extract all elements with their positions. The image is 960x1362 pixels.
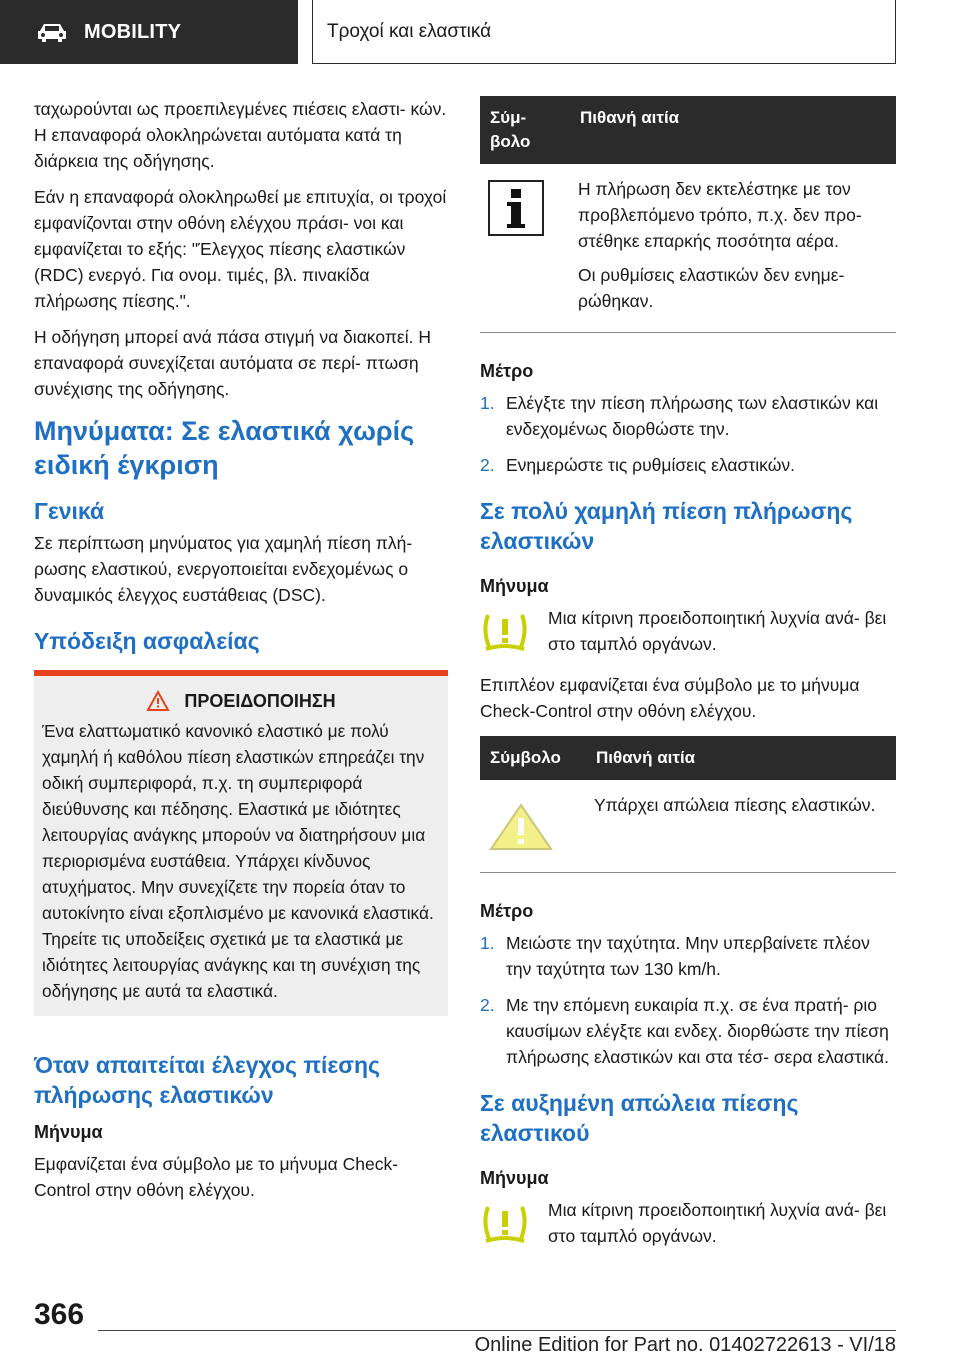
heading-message: Μήνυμα: [480, 1168, 549, 1188]
left-column: [34, 96, 448, 1213]
page-header: [0, 0, 960, 66]
warning-triangle-icon: [146, 690, 170, 712]
column-header: Σύμ- βολο: [480, 96, 570, 164]
section-tab: [0, 0, 298, 64]
page-number: 366: [34, 1298, 85, 1331]
heading-increased-loss: Σε αυξημένη απώλεια πίεσης ελαστικού: [480, 1090, 799, 1146]
yellow-warning-triangle-icon: [488, 802, 554, 852]
warning-title: ΠΡΟΕΙΔΟΠΟΙΗΣΗ: [184, 690, 336, 711]
measure-list-1: [480, 390, 896, 478]
edition-text: Online Edition for Part no. 01402722613 - VI/18: [474, 1334, 896, 1356]
heading-check: Όταν απαιτείται έλεγχος πίεσης πλήρωσης ελαστικών: [34, 1052, 381, 1108]
heading-low-pressure: Σε πολύ χαμηλή πίεση πλήρωσης ελαστικών: [480, 498, 853, 554]
heading-measure: Μέτρο: [480, 361, 534, 381]
column-header: Πιθανή αιτία: [570, 96, 896, 164]
cause-text: Οι ρυθμίσεις ελαστικών δεν ενημε- ρώθηκαν.: [578, 265, 845, 311]
list-item: 1. Μειώστε την ταχύτητα. Μην υπερβαίνετε πλέον την ταχύτητα των 130 km/h.: [480, 933, 870, 979]
symbol-cell: [480, 164, 570, 333]
chapter-title: Τροχοί και ελαστικά: [327, 20, 492, 42]
message-text: Μια κίτρινη προειδοποιητική λυχνία ανά- βει στο ταμπλό οργάνων.: [548, 608, 887, 654]
column-header: Σύμβολο: [480, 736, 586, 780]
heading-message: Μήνυμα: [34, 1122, 103, 1142]
symbol-cell: [480, 780, 586, 873]
tire-pressure-warning-icon: [480, 1201, 530, 1245]
symbol-table-2: [480, 736, 896, 873]
cause-cell: [586, 780, 896, 873]
table-header-row: [480, 96, 896, 164]
table-row: [480, 164, 896, 333]
paragraph: ταχωρούνται ως προεπιλεγμένες πιέσεις ελαστι- κών. Η επαναφορά ολοκληρώνεται αυτόματα κατά τη διάρκεια της οδήγησης.: [34, 99, 447, 171]
warning-box: [34, 670, 448, 1016]
car-icon: [36, 21, 68, 43]
message-text: Μια κίτρινη προειδοποιητική λυχνία ανά- βει στο ταμπλό οργάνων.: [548, 1200, 887, 1246]
heading-messages: Μηνύματα: Σε ελαστικά χωρίς ειδική έγκριση: [34, 416, 415, 480]
symbol-table-1: [480, 96, 896, 333]
measure-list-2: [480, 930, 896, 1070]
warning-header: [42, 690, 440, 712]
list-item: 2. Ενημερώστε τις ρυθμίσεις ελαστικών.: [480, 455, 795, 475]
paragraph: Η οδήγηση μπορεί ανά πάσα στιγμή να διακοπεί. Η επαναφορά συνεχίζεται αυτόματα σε περί- πτωση συνέχισης της οδήγησης.: [34, 327, 431, 399]
list-item: 2. Με την επόμενη ευκαιρία π.χ. σε ένα πρατή- ριο καυσίμων ελέγξτε και ενδεχ. διορθώστε την πίεση πλήρωσης ελαστικών και στα τέσ- σερα ελαστικά.: [480, 995, 889, 1067]
cause-text: Υπάρχει απώλεια πίεσης ελαστικών.: [594, 795, 876, 815]
heading-message: Μήνυμα: [480, 576, 549, 596]
heading-general: Γενικά: [34, 498, 105, 524]
message-row: [480, 1197, 896, 1250]
paragraph: Εάν η επαναφορά ολοκληρωθεί με επιτυχία, οι τροχοί εμφανίζονται στην οθόνη ελέγχου πράσι- νοι και εμφανίζεται το εξής: "Έλεγχος πίεσης ελαστικών (RDC) ενεργό. Για ονομ. τιμές, βλ. πινακίδα πλήρωσης πίεσης.".: [34, 187, 447, 311]
column-header: Πιθανή αιτία: [586, 736, 896, 780]
table-row: [480, 780, 896, 873]
chapter-tab: [312, 0, 896, 64]
table-header-row: [480, 736, 896, 780]
list-item: 1. Ελέγξτε την πίεση πλήρωσης των ελαστικών και ενδεχομένως διορθώστε την.: [480, 393, 879, 439]
tire-pressure-warning-icon: [480, 609, 530, 653]
footer-divider: [98, 1330, 896, 1331]
cause-cell: [570, 164, 896, 333]
section-title: MOBILITY: [84, 20, 182, 43]
cause-text: Η πλήρωση δεν εκτελέστηκε με τον προβλεπόμενο τρόπο, π.χ. δεν προ- στέθηκε επαρκής ποσότητα αέρα.: [578, 179, 862, 251]
heading-safety: Υπόδειξη ασφαλείας: [34, 628, 260, 654]
message-row: [480, 605, 896, 658]
warning-text: Ένα ελαττωματικό κανονικό ελαστικό με πολύ χαμηλή ή καθόλου πίεση ελαστικών επηρεάζει την οδική συμπεριφορά, π.χ. τη συμπεριφορά διεύθυνσης και πέδησης. Ελαστικά με ιδιότητες λειτουργίας ανάγκης μπορούν να διατηρήσουν μια περιορισμένα ευστάθεια. Υπάρχει κίνδυνος ατυχήματος. Μην συνεχίζετε την πορεία όταν το αυτοκίνητο είναι εξοπλισμένο με κανονικά ελαστικά. Τηρείτε τις υποδείξεις σχετικά με τα ελαστικά με ιδιότητες λειτουργίας ανάγκης και τη συνέχιση της οδήγησης με αυτά τα ελαστικά.: [42, 721, 434, 1001]
paragraph: Εμφανίζεται ένα σύμβολο με το μήνυμα Check- Control στην οθόνη ελέγχου.: [34, 1154, 399, 1200]
paragraph: Σε περίπτωση μηνύματος για χαμηλή πίεση πλή- ρωσης ελαστικού, ενεργοποιείται ενδεχομένως ο δυναμικός έλεγχος ευστάθειας (DSC).: [34, 533, 413, 605]
paragraph: Επιπλέον εμφανίζεται ένα σύμβολο με το μήνυμα Check-Control στην οθόνη ελέγχου.: [480, 675, 860, 721]
info-icon: [488, 180, 544, 236]
heading-measure: Μέτρο: [480, 901, 534, 921]
right-column: [480, 96, 896, 1264]
